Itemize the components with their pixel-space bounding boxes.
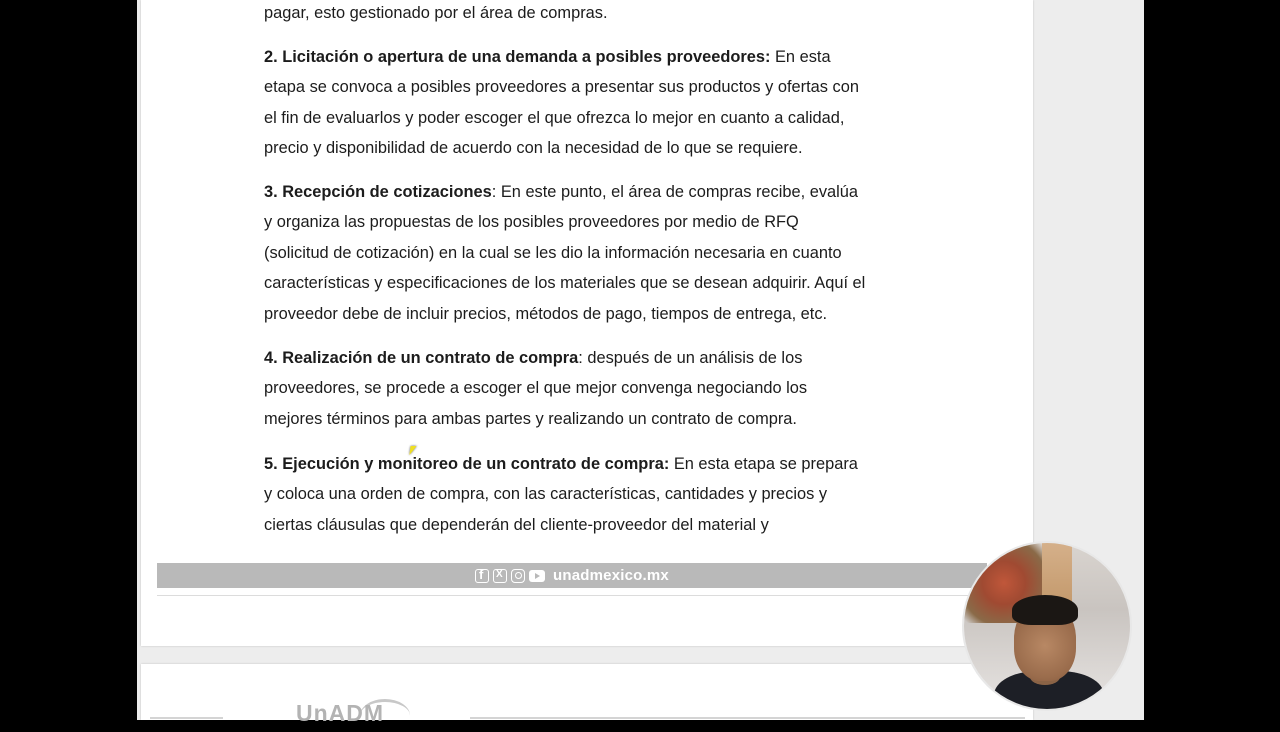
- section-2-line: el fin de evaluarlos y poder escoger el que ofrezca lo mejor en cuanto a calidad,: [264, 108, 845, 127]
- mouse-cursor-icon: [409, 446, 416, 455]
- section-5-heading: 5. Ejecución y monitoreo de un contrato de compra:: [264, 455, 670, 473]
- section-3-line: (solicitud de cotización) en la cual se les dio la información necesaria en cuanto: [264, 243, 842, 262]
- unadm-logo: UnADM: [296, 700, 385, 726]
- section-4-line: : después de un análisis de los: [578, 349, 803, 367]
- youtube-icon: [529, 570, 545, 582]
- section-2-line: precio y disponibilidad de acuerdo con la necesidad de lo que se requiere.: [264, 139, 803, 158]
- section-3-line: proveedor debe de incluir precios, métodos de pago, tiempos de entrega, etc.: [264, 304, 828, 323]
- section-5-line: En esta etapa se prepara: [669, 455, 858, 473]
- facebook-icon: [475, 569, 489, 583]
- section-3-line: y organiza las propuestas de los posibles proveedores por medio de RFQ: [264, 213, 799, 232]
- section-5-line: ciertas cláusulas que dependerán del cliente-proveedor del material y: [264, 515, 769, 534]
- section-5: [264, 449, 924, 540]
- section-4: [264, 343, 924, 434]
- section-2-heading: 2. Licitación o apertura de una demanda a posibles proveedores:: [264, 48, 771, 66]
- x-icon: [493, 569, 507, 583]
- webcam-background: [1042, 543, 1072, 603]
- section-2-line: etapa se convoca a posibles proveedores a presentar sus productos y ofertas con: [264, 78, 859, 97]
- intro-tail: pagar, esto gestionado por el área de compras.: [264, 4, 608, 22]
- next-document-page: [141, 664, 1033, 720]
- section-2: [264, 42, 924, 164]
- section-5-line: y coloca una orden de compra, con las características, cantidades y precios y: [264, 485, 828, 504]
- page-footer-band: [157, 563, 987, 588]
- next-page-header-rule: [150, 717, 223, 719]
- section-3-line: características y especificaciones de los materiales que se desean adquirir. Aquí el: [264, 274, 866, 293]
- webcam-overlay: [964, 543, 1130, 709]
- footer-divider: [157, 595, 987, 596]
- section-3: [264, 177, 924, 329]
- section-3-line: : En este punto, el área de compras recibe, evalúa: [491, 183, 859, 201]
- footer-url: unadmexico.mx: [553, 567, 669, 584]
- instagram-icon: [511, 569, 525, 583]
- presenter-hair: [1012, 595, 1078, 625]
- section-2-line: En esta: [770, 48, 831, 66]
- section-3-heading: 3. Recepción de cotizaciones: [264, 183, 492, 201]
- section-4-line: proveedores, se procede a escoger el que mejor convenga negociando los: [264, 379, 808, 398]
- section-4-line: mejores términos para ambas partes y realizando un contrato de compra.: [264, 409, 797, 428]
- next-page-header-rule: [470, 717, 1025, 719]
- section-4-heading: 4. Realización de un contrato de compra: [264, 349, 579, 367]
